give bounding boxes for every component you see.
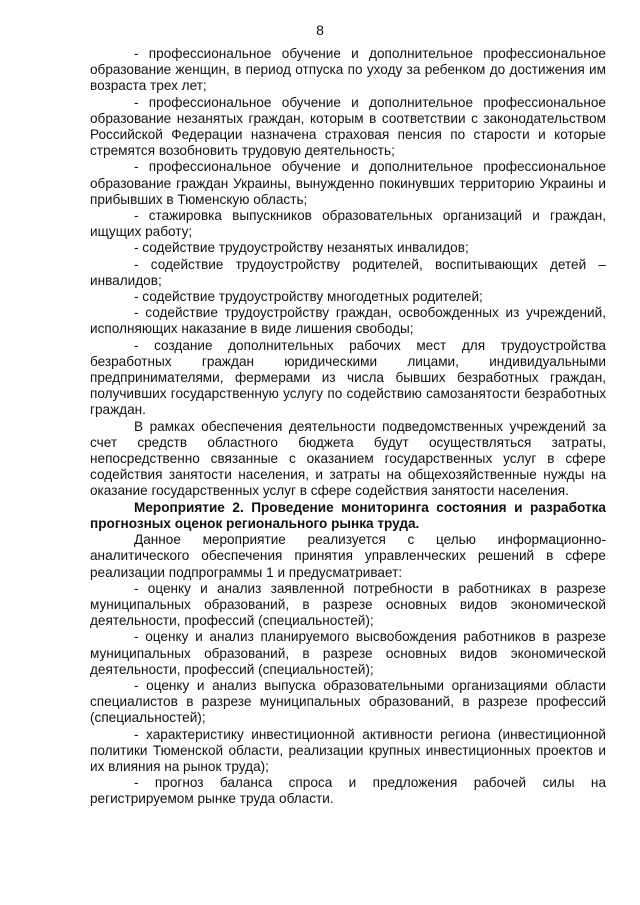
paragraph-demand-analysis: - оценку и анализ заявленной потребности в работниках в разрезе муниципальных образований, в разрезе основных видов экономической деятельности, профессий (специальностей); bbox=[90, 580, 606, 629]
paragraph-employment-parents-of-disabled: - содействие трудоустройству родителей, воспитывающих детей – инвалидов; bbox=[90, 256, 606, 288]
paragraph-measure-description: Данное мероприятие реализуется с целью информационно-аналитического обеспечения принятия управленческих решений в сфере реализации подпрограммы 1 и предусматривает: bbox=[90, 532, 606, 580]
paragraph-internship-graduates: - стажировка выпускников образовательных организаций и граждан, ищущих работу; bbox=[90, 208, 606, 240]
paragraph-training-pensioners: - профессиональное обучение и дополнительное профессиональное образование незанятых граждан, которым в соответствии с законодательством Российской Федерации назначена страховая пенсия по старости и которые стремятся возобновить трудовую деятельность; bbox=[90, 94, 606, 159]
paragraph-layoff-analysis: - оценку и анализ планируемого высвобождения работников в разрезе муниципальных образований, в разрезе основных видов экономической деятельности, профессий (специальностей); bbox=[90, 629, 606, 677]
paragraph-investment-activity: - характеристику инвестиционной активности региона (инвестиционной политики Тюменской области, реализации крупных инвестиционных проектов и их влияния на рынок труда); bbox=[90, 726, 606, 774]
paragraph-subordinate-institutions: В рамках обеспечения деятельности подведомственных учреждений за счет средств областного бюджета будут осуществляться затраты, непосредственно связанные с оказанием государственных услуг в сфере содействия занятости населения, и затраты на общехозяйственные нужды на оказание государственных услуг в сфере содействия занятости населения. bbox=[90, 418, 606, 499]
paragraph-employment-large-families: - содействие трудоустройству многодетных родителей; bbox=[134, 289, 483, 305]
paragraph-additional-jobs: - создание дополнительных рабочих мест для трудоустройства безработных граждан юридическими лицами, индивидуальными предпринимателями, фермерами из числа бывших безработных граждан, получивших государственную услугу по содействию самозанятости безработных граждан. bbox=[90, 337, 606, 418]
document-body bbox=[90, 46, 606, 808]
paragraph-training-ukraine-citizens: - профессиональное обучение и дополнительное профессиональное образование граждан Украины, вынужденно покинувших территорию Украины и прибывших в Тюменскую область; bbox=[90, 159, 606, 207]
paragraph-graduates-analysis: - оценку и анализ выпуска образовательными организациями области специалистов в разрезе муниципальных образований, в разрезе профессий (специальностей); bbox=[90, 677, 606, 726]
paragraph-training-women: - профессиональное обучение и дополнительное профессиональное образование женщин, в период отпуска по уходу за ребенком до достижения им возраста трех лет; bbox=[90, 46, 606, 94]
paragraph-employment-disabled: - содействие трудоустройству незанятых инвалидов; bbox=[134, 240, 469, 256]
section-heading-measure-2: Мероприятие 2. Проведение мониторинга состояния и разработка прогнозных оценок регионального рынка труда. bbox=[90, 499, 606, 531]
page-number: 8 bbox=[316, 22, 324, 38]
paragraph-labor-forecast: - прогноз баланса спроса и предложения рабочей силы на регистрируемом рынке труда области. bbox=[90, 775, 606, 807]
paragraph-employment-released-prisoners: - содействие трудоустройству граждан, освобожденных из учреждений, исполняющих наказание в виде лишения свободы; bbox=[90, 305, 606, 337]
